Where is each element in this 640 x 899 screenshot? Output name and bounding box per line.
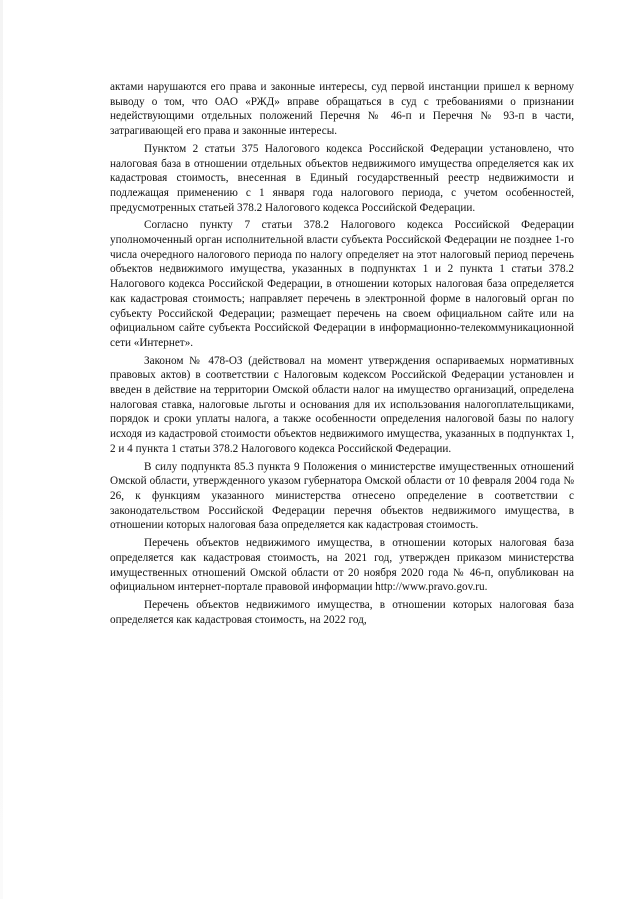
paragraph-article-378-2: Согласно пункту 7 статьи 378.2 Налогового кодекса Российской Федерации уполномоченный орган исполнительной власти субъекта Российской Федерации не позднее 1-го числа очередного налогового периода по налогу определяет на этот налоговый период перечень объектов недвижимого имущества, указанных в подпунктах 1 и 2 пункта 1 статьи 378.2 Налогового кодекса Российской Федерации, в отношении которых налоговая база определяется как кадастровая стоимость; направляет перечень в электронной форме в налоговый орган по субъекту Российской Федерации; размещает перечень на своем официальном сайте или на официальном сайте субъекта Российской Федерации в информационно-телекоммуникационной сети «Интернет». bbox=[110, 219, 574, 349]
paragraph-article-375: Пунктом 2 статьи 375 Налогового кодекса Российской Федерации установлено, что налоговая база в отношении отдельных объектов недвижимого имущества определяется как их кадастровая стоимость, внесенная в Единый государственный реестр недвижимости и подлежащая применению с 1 января года налогового периода, с учетом особенностей, предусмотренных статьей 378.2 Налогового кодекса Российской Федерации. bbox=[110, 142, 574, 214]
scan-edge bbox=[0, 0, 3, 899]
paragraph-ministry-regulation: В силу подпункта 85.3 пункта 9 Положения о министерстве имущественных отношений Омской области, утвержденного указом губернатора Омской области от 10 февраля 2004 года № 26, к функциям указанного министерства отнесено определение в соответствии с законодательством Российской Федерации перечня объектов недвижимого имущества, в отношении которых налоговая база определяется как кадастровая стоимость. bbox=[110, 460, 574, 532]
paragraph-list-2021: Перечень объектов недвижимого имущества, в отношении которых налоговая база определяется как кадастровая стоимость, на 2021 год, утвержден приказом министерства имущественных отношений Омской области от 20 ноября 2020 года № 46-п, опубликован на официальном интернет-портале правовой информации http://www.pravo.gov.ru. bbox=[110, 537, 574, 594]
document-body bbox=[110, 80, 574, 630]
paragraph-continuation: актами нарушаются его права и законные интересы, суд первой инстанции пришел к верному выводу о том, что ОАО «РЖД» вправе обращаться в суд с требованиями о признании недействующими отдельных положений Перечня № 46-п и Перечня № 93-п в части, затрагивающей его права и законные интересы. bbox=[110, 81, 574, 138]
paragraph-list-2022: Перечень объектов недвижимого имущества, в отношении которых налоговая база определяется как кадастровая стоимость, на 2022 год, bbox=[110, 598, 574, 626]
paragraph-law-478-oz: Законом № 478-ОЗ (действовал на момент утверждения оспариваемых нормативных правовых актов) в соответствии с Налоговым кодексом Российской Федерации установлен и введен в действие на территории Омской области налог на имущество организаций, определена налоговая ставка, налоговые льготы и основания для их использования налогоплательщиками, порядок и сроки уплаты налога, а также особенности определения налоговой базы по налогу исходя из кадастровой стоимости объектов недвижимого имущества, указанных в подпунктах 1, 2 и 4 пункта 1 статьи 378.2 Налогового кодекса Российской Федерации. bbox=[110, 354, 574, 455]
